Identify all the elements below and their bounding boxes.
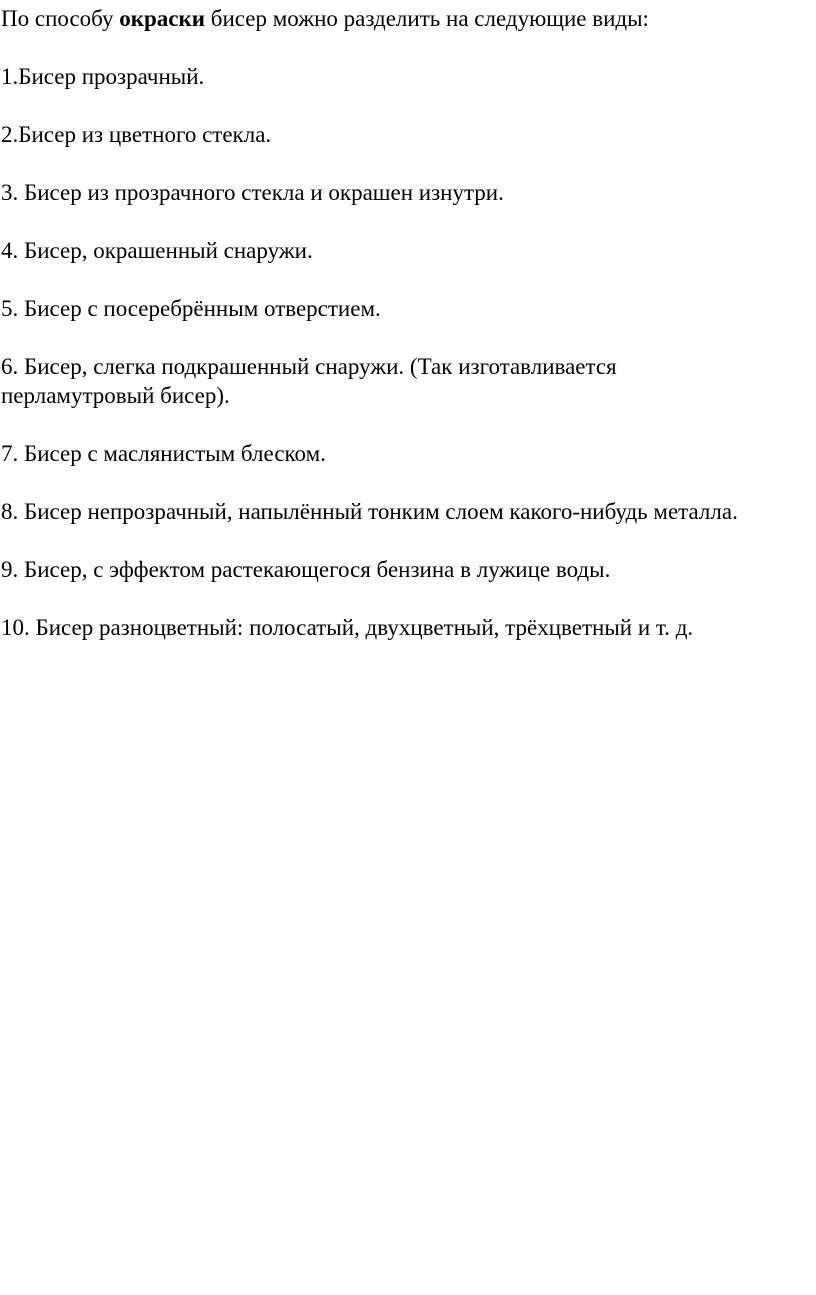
- intro-text-before: По способу: [1, 6, 120, 31]
- document-body: [1, 4, 811, 671]
- list-item: 10. Бисер разноцветный: полосатый, двухцветный, трёхцветный и т. д.: [1, 615, 694, 640]
- list-item: 2.Бисер из цветного стекла.: [1, 122, 272, 147]
- list-item: 7. Бисер с маслянистым блеском.: [1, 441, 326, 466]
- list-item: 8. Бисер непрозрачный, напылённый тонким слоем какого-нибудь металла.: [1, 499, 738, 524]
- intro-bold-word: окраски: [119, 6, 205, 31]
- list-item: 1.Бисер прозрачный.: [1, 64, 205, 89]
- list-item: 3. Бисер из прозрачного стекла и окрашен изнутри.: [1, 180, 504, 205]
- list-item: 5. Бисер с посеребрённым отверстием.: [1, 296, 381, 321]
- intro-paragraph: [1, 4, 811, 33]
- list-item: 4. Бисер, окрашенный снаружи.: [1, 238, 313, 263]
- list-item: 6. Бисер, слегка подкрашенный снаружи. (Так изготавливается перламутровый бисер).: [1, 354, 617, 408]
- list-item: 9. Бисер, с эффектом растекающегося бензина в лужице воды.: [1, 557, 611, 582]
- intro-text-after: бисер можно разделить на следующие виды:: [205, 6, 649, 31]
